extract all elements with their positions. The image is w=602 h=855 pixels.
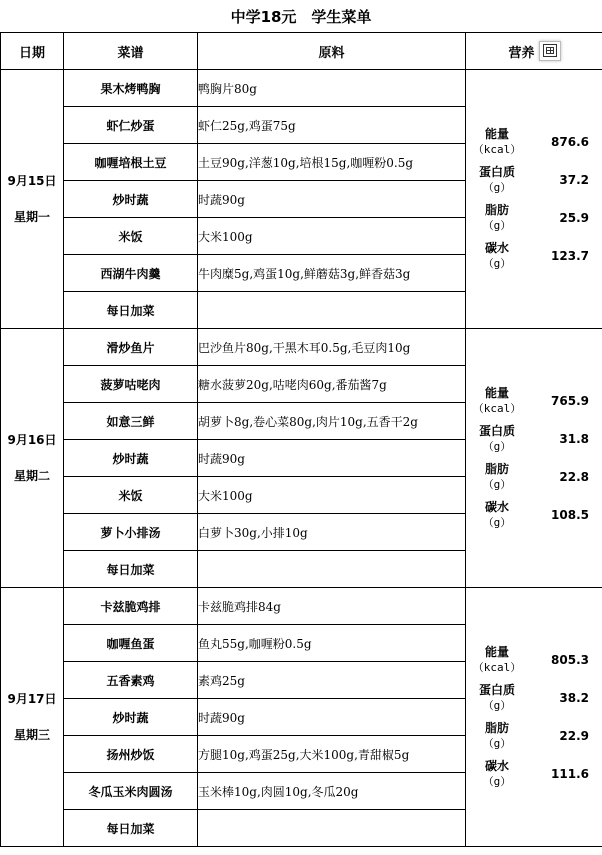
nutrition-label: 蛋白质 <box>478 683 515 697</box>
nutrition-row <box>466 755 602 793</box>
nutrition-unit: （g） <box>482 257 512 270</box>
nutrition-row <box>466 199 602 237</box>
nutrition-value: 25.9 <box>559 211 589 225</box>
nutrition-label: 能量 <box>484 386 509 400</box>
nutrition-unit: （g） <box>482 699 512 712</box>
qr-scan-icon[interactable] <box>539 41 561 61</box>
dish-name: 冬瓜玉米肉圆汤 <box>64 773 198 810</box>
nutrition-cell <box>466 588 602 847</box>
nutrition-unit: （kcal） <box>472 661 522 674</box>
dish-name: 菠萝咕咾肉 <box>64 366 198 403</box>
nutrition-unit: （g） <box>482 478 512 491</box>
dish-ingredients: 卡兹脆鸡排84g <box>198 588 466 625</box>
dish-ingredients: 玉米棒10g,肉圆10g,冬瓜20g <box>198 773 466 810</box>
nutrition-unit: （g） <box>482 516 512 529</box>
nutrition-label: 碳水 <box>484 500 509 514</box>
nutrition-cell <box>466 329 602 588</box>
nutrition-label: 脂肪 <box>484 721 509 735</box>
dish-ingredients: 方腿10g,鸡蛋25g,大米100g,青甜椒5g <box>198 736 466 773</box>
nutrition-unit: （kcal） <box>472 143 522 156</box>
dish-ingredients: 糖水菠萝20g,咕咾肉60g,番茄酱7g <box>198 366 466 403</box>
header-ingredients: 原料 <box>198 33 466 70</box>
nutrition-unit: （g） <box>482 775 512 788</box>
nutrition-label: 碳水 <box>484 241 509 255</box>
nutrition-unit: （g） <box>482 181 512 194</box>
dish-name: 炒时蔬 <box>64 181 198 218</box>
nutrition-label-group <box>466 127 528 157</box>
day-cell <box>1 329 64 588</box>
nutrition-label-group <box>466 203 528 233</box>
nutrition-value: 765.9 <box>551 394 589 408</box>
nutrition-label: 脂肪 <box>484 203 509 217</box>
header-row <box>1 33 602 70</box>
dish-ingredients: 鱼丸55g,咖喱粉0.5g <box>198 625 466 662</box>
nutrition-value: 22.9 <box>559 729 589 743</box>
nutrition-label-group <box>466 759 528 789</box>
dish-name: 咖喱鱼蛋 <box>64 625 198 662</box>
dish-name: 如意三鲜 <box>64 403 198 440</box>
dish-ingredients: 素鸡25g <box>198 662 466 699</box>
nutrition-label-group <box>466 721 528 751</box>
dish-name: 咖喱培根土豆 <box>64 144 198 181</box>
dish-name: 果木烤鸭胸 <box>64 70 198 107</box>
nutrition-value: 876.6 <box>551 135 589 149</box>
day-weekday: 星期一 <box>13 210 50 224</box>
nutrition-label-group <box>466 165 528 195</box>
dish-ingredients: 土豆90g,洋葱10g,培根15g,咖喱粉0.5g <box>198 144 466 181</box>
dish-name: 萝卜小排汤 <box>64 514 198 551</box>
table-row <box>1 588 602 625</box>
dish-ingredients: 时蔬90g <box>198 440 466 477</box>
nutrition-row <box>466 237 602 275</box>
nutrition-row <box>466 717 602 755</box>
nutrition-value: 31.8 <box>559 432 589 446</box>
nutrition-value: 123.7 <box>551 249 589 263</box>
dish-name: 炒时蔬 <box>64 440 198 477</box>
dish-name: 西湖牛肉羹 <box>64 255 198 292</box>
nutrition-label: 蛋白质 <box>478 165 515 179</box>
nutrition-value: 38.2 <box>559 691 589 705</box>
dish-ingredients: 胡萝卜8g,卷心菜80g,肉片10g,五香干2g <box>198 403 466 440</box>
nutrition-unit: （g） <box>482 440 512 453</box>
nutrition-row <box>466 123 602 161</box>
nutrition-value: 111.6 <box>551 767 589 781</box>
nutrition-row <box>466 496 602 534</box>
nutrition-unit: （g） <box>482 219 512 232</box>
nutrition-row <box>466 458 602 496</box>
dish-name: 每日加菜 <box>64 551 198 588</box>
dish-name: 每日加菜 <box>64 810 198 847</box>
day-date: 9月15日 <box>7 174 57 188</box>
nutrition-label: 能量 <box>484 127 509 141</box>
day-cell <box>1 70 64 329</box>
day-date: 9月16日 <box>7 433 57 447</box>
dish-name: 米饭 <box>64 218 198 255</box>
nutrition-label-group <box>466 462 528 492</box>
dish-ingredients: 大米100g <box>198 218 466 255</box>
nutrition-label: 碳水 <box>484 759 509 773</box>
dish-name: 虾仁炒蛋 <box>64 107 198 144</box>
table-row <box>1 329 602 366</box>
day-date: 9月17日 <box>7 692 57 706</box>
dish-ingredients: 牛肉糜5g,鸡蛋10g,鲜蘑菇3g,鲜香菇3g <box>198 255 466 292</box>
dish-name: 炒时蔬 <box>64 699 198 736</box>
nutrition-label: 脂肪 <box>484 462 509 476</box>
dish-name: 每日加菜 <box>64 292 198 329</box>
dish-name: 扬州炒饭 <box>64 736 198 773</box>
day-weekday: 星期三 <box>13 728 50 742</box>
nutrition-unit: （g） <box>482 737 512 750</box>
nutrition-unit: （kcal） <box>472 402 522 415</box>
header-dish: 菜谱 <box>64 33 198 70</box>
table-row <box>1 70 602 107</box>
page-title: 中学18元 学生菜单 <box>230 8 372 26</box>
header-nutrition <box>466 33 602 70</box>
dish-name: 滑炒鱼片 <box>64 329 198 366</box>
menu-table <box>0 32 602 847</box>
header-date: 日期 <box>1 33 64 70</box>
dish-ingredients <box>198 292 466 329</box>
dish-name: 米饭 <box>64 477 198 514</box>
dish-name: 五香素鸡 <box>64 662 198 699</box>
dish-ingredients: 时蔬90g <box>198 181 466 218</box>
nutrition-row <box>466 641 602 679</box>
nutrition-cell <box>466 70 602 329</box>
dish-ingredients: 巴沙鱼片80g,干黑木耳0.5g,毛豆肉10g <box>198 329 466 366</box>
nutrition-value: 805.3 <box>551 653 589 667</box>
nutrition-label-group <box>466 645 528 675</box>
nutrition-row <box>466 679 602 717</box>
dish-ingredients <box>198 551 466 588</box>
day-weekday: 星期二 <box>13 469 50 483</box>
nutrition-label-group <box>466 683 528 713</box>
dish-name: 卡兹脆鸡排 <box>64 588 198 625</box>
nutrition-label-group <box>466 500 528 530</box>
nutrition-label-group <box>466 241 528 271</box>
dish-ingredients <box>198 810 466 847</box>
nutrition-row <box>466 420 602 458</box>
nutrition-label: 蛋白质 <box>478 424 515 438</box>
nutrition-row <box>466 161 602 199</box>
nutrition-value: 108.5 <box>551 508 589 522</box>
day-cell <box>1 588 64 847</box>
dish-ingredients: 时蔬90g <box>198 699 466 736</box>
dish-ingredients: 大米100g <box>198 477 466 514</box>
header-nutrition-label: 营养 <box>508 45 535 61</box>
nutrition-row <box>466 382 602 420</box>
nutrition-value: 37.2 <box>559 173 589 187</box>
nutrition-label-group <box>466 424 528 454</box>
nutrition-label-group <box>466 386 528 416</box>
dish-ingredients: 白萝卜30g,小排10g <box>198 514 466 551</box>
dish-ingredients: 鸭胸片80g <box>198 70 466 107</box>
nutrition-value: 22.8 <box>559 470 589 484</box>
dish-ingredients: 虾仁25g,鸡蛋75g <box>198 107 466 144</box>
nutrition-label: 能量 <box>484 645 509 659</box>
